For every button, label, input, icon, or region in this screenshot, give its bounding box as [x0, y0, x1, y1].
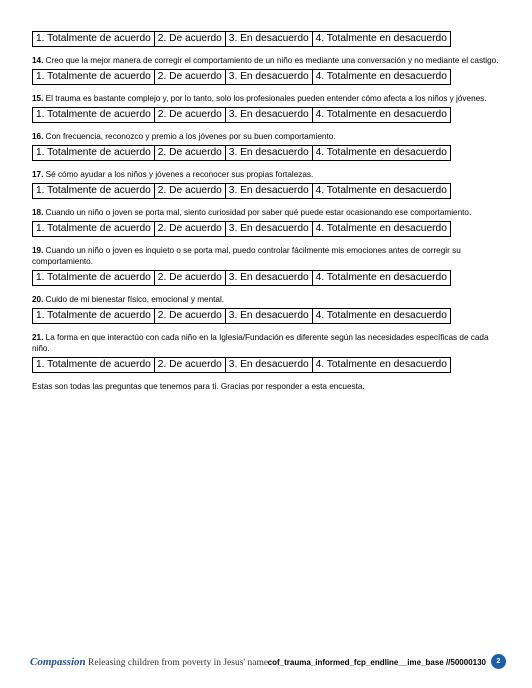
- answer-option-1[interactable]: 1. Totalmente de acuerdo: [33, 309, 155, 324]
- question-number: 19.: [32, 246, 44, 255]
- answer-option-2[interactable]: 2. De acuerdo: [154, 108, 225, 123]
- question-number: 15.: [32, 94, 44, 103]
- question-body: Cuando un niño o joven es inquieto o se porta mal, puedo controlar fácilmente mis emociones antes de corregir su comportamiento.: [32, 246, 461, 266]
- answer-option-1[interactable]: 1. Totalmente de acuerdo: [33, 146, 155, 161]
- closing-message: Estas son todas las preguntas que tenemos para ti. Gracias por responder a esta encuesta.: [32, 382, 365, 391]
- question-number: 18.: [32, 208, 44, 217]
- logo-brand: Compassion: [30, 656, 86, 668]
- question-text: [32, 131, 500, 142]
- answer-option-2[interactable]: 2. De acuerdo: [154, 358, 225, 373]
- question-text: [32, 169, 500, 180]
- question-text: [32, 245, 500, 267]
- answer-options-table: [32, 357, 451, 373]
- question-text: [32, 207, 500, 218]
- answer-option-1[interactable]: 1. Totalmente de acuerdo: [33, 184, 155, 199]
- answer-option-2[interactable]: 2. De acuerdo: [154, 271, 225, 286]
- answer-option-3[interactable]: 3. En desacuerdo: [225, 70, 312, 85]
- answer-option-2[interactable]: 2. De acuerdo: [154, 32, 225, 47]
- answer-options-table: [32, 145, 451, 161]
- answer-options-table: [32, 308, 451, 324]
- page-number-badge: 2: [491, 654, 506, 669]
- question-body: Cuido de mi bienestar físico, emocional y mental.: [45, 295, 225, 304]
- question-body: Sé cómo ayudar a los niños y jóvenes a reconocer sus propias fortalezas.: [45, 170, 314, 179]
- answer-option-4[interactable]: 4. Totalmente en desacuerdo: [312, 146, 450, 161]
- answer-option-3[interactable]: 3. En desacuerdo: [225, 146, 312, 161]
- answer-option-4[interactable]: 4. Totalmente en desacuerdo: [312, 271, 450, 286]
- survey-content: [32, 31, 500, 392]
- answer-options-table: [32, 221, 451, 237]
- answer-option-2[interactable]: 2. De acuerdo: [154, 146, 225, 161]
- question-text: [32, 332, 500, 354]
- answer-options-table: [32, 69, 451, 85]
- question-number: 14.: [32, 56, 44, 65]
- answer-option-3[interactable]: 3. En desacuerdo: [225, 184, 312, 199]
- answer-option-3[interactable]: 3. En desacuerdo: [225, 309, 312, 324]
- answer-options-table: [32, 183, 451, 199]
- answer-option-3[interactable]: 3. En desacuerdo: [225, 358, 312, 373]
- question-text: [32, 93, 500, 104]
- answer-option-1[interactable]: 1. Totalmente de acuerdo: [33, 222, 155, 237]
- question-body: El trauma es bastante complejo y, por lo tanto, solo los profesionales pueden entender cómo afecta a los niños y jóvenes.: [45, 94, 487, 103]
- question-body: Creo que la mejor manera de corregir el comportamiento de un niño es mediante una conversación y no mediante el castigo.: [45, 56, 499, 65]
- file-code: cof_trauma_informed_fcp_endline__ime_base //50000130: [267, 658, 486, 667]
- answer-option-2[interactable]: 2. De acuerdo: [154, 70, 225, 85]
- question-number: 20.: [32, 295, 44, 304]
- answer-option-1[interactable]: 1. Totalmente de acuerdo: [33, 358, 155, 373]
- answer-option-4[interactable]: 4. Totalmente en desacuerdo: [312, 309, 450, 324]
- answer-options-table: [32, 270, 451, 286]
- question-text: [32, 294, 500, 305]
- question-text: [32, 55, 500, 66]
- answer-option-1[interactable]: 1. Totalmente de acuerdo: [33, 32, 155, 47]
- answer-option-2[interactable]: 2. De acuerdo: [154, 309, 225, 324]
- answer-option-3[interactable]: 3. En desacuerdo: [225, 32, 312, 47]
- answer-options-table: [32, 107, 451, 123]
- answer-option-3[interactable]: 3. En desacuerdo: [225, 222, 312, 237]
- logo-tagline: Releasing children from poverty in Jesus' name: [88, 658, 269, 668]
- answer-option-3[interactable]: 3. En desacuerdo: [225, 108, 312, 123]
- answer-option-4[interactable]: 4. Totalmente en desacuerdo: [312, 32, 450, 47]
- answer-option-3[interactable]: 3. En desacuerdo: [225, 271, 312, 286]
- page-footer: [30, 654, 506, 676]
- compassion-logo: [30, 656, 268, 668]
- answer-option-4[interactable]: 4. Totalmente en desacuerdo: [312, 358, 450, 373]
- question-number: 21.: [32, 333, 44, 342]
- answer-option-4[interactable]: 4. Totalmente en desacuerdo: [312, 184, 450, 199]
- answer-option-4[interactable]: 4. Totalmente en desacuerdo: [312, 222, 450, 237]
- question-number: 16.: [32, 132, 44, 141]
- answer-option-1[interactable]: 1. Totalmente de acuerdo: [33, 271, 155, 286]
- answer-option-1[interactable]: 1. Totalmente de acuerdo: [33, 108, 155, 123]
- answer-option-2[interactable]: 2. De acuerdo: [154, 184, 225, 199]
- question-body: La forma en que interactúo con cada niño en la Iglesia/Fundación es diferente según las necesidades específicas de cada niño.: [32, 333, 489, 353]
- answer-option-4[interactable]: 4. Totalmente en desacuerdo: [312, 70, 450, 85]
- answer-options-table: [32, 31, 451, 47]
- question-body: Cuando un niño o joven se porta mal, siento curiosidad por saber qué puede estar ocasionando ese comportamiento.: [45, 208, 472, 217]
- answer-option-4[interactable]: 4. Totalmente en desacuerdo: [312, 108, 450, 123]
- answer-option-2[interactable]: 2. De acuerdo: [154, 222, 225, 237]
- answer-option-1[interactable]: 1. Totalmente de acuerdo: [33, 70, 155, 85]
- question-number: 17.: [32, 170, 44, 179]
- question-body: Con frecuencia, reconozco y premio a los jóvenes por su buen comportamiento.: [45, 132, 336, 141]
